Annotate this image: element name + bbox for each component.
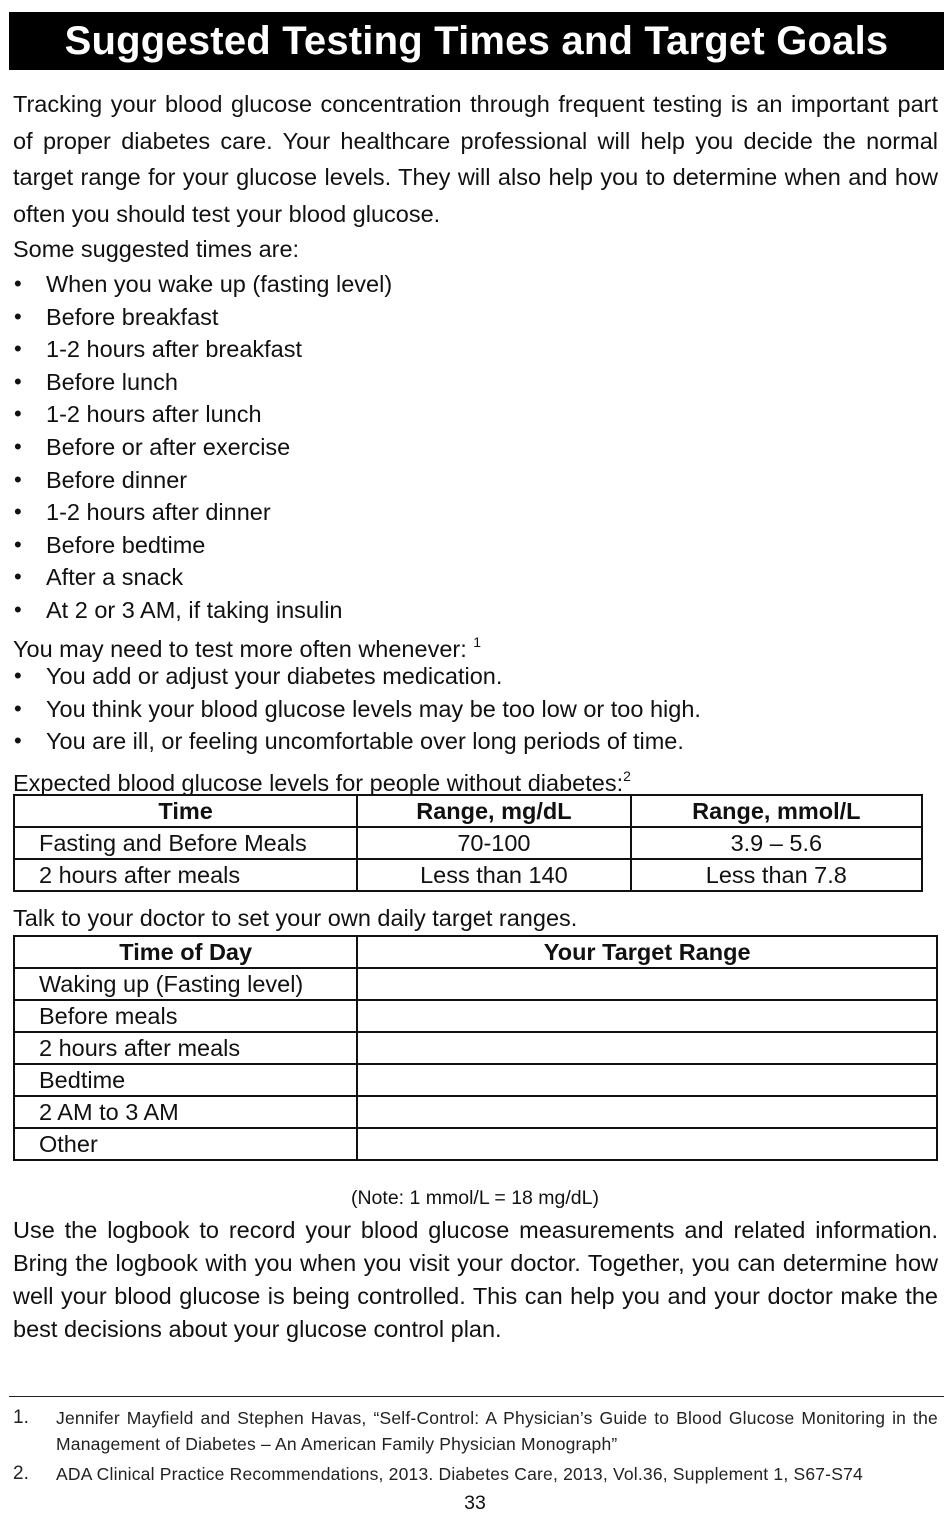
table-header-row	[14, 795, 922, 827]
closing-paragraph: Use the logbook to record your blood glucose measurements and related information. Bring the logbook with you when you visit your doctor. Together, you can determine how well your blood glucose is being controlled. This can help you and your doctor make the best decisions about your glucose control plan.	[13, 1217, 938, 1342]
column-header: Range, mg/dL	[357, 795, 630, 827]
list-item: • You think your blood glucose levels may be too low or too high.	[13, 693, 701, 726]
list-item: • Before breakfast	[13, 301, 392, 334]
table-cell: Waking up (Fasting level)	[14, 968, 357, 1000]
table-row	[14, 1032, 937, 1064]
list-item: • When you wake up (fasting level)	[13, 268, 392, 301]
list-item: • 1-2 hours after lunch	[13, 398, 392, 431]
bullet-icon: •	[14, 695, 22, 721]
table-cell: Other	[14, 1128, 357, 1160]
table-cell: Before meals	[14, 1000, 357, 1032]
list-item: • After a snack	[13, 561, 392, 594]
unit-conversion-note: (Note: 1 mmol/L = 18 mg/dL)	[350, 1187, 599, 1209]
target-range-field[interactable]	[357, 1128, 937, 1160]
footnote-divider	[9, 1396, 944, 1397]
column-header: Time	[14, 795, 357, 827]
bullet-icon: •	[14, 303, 22, 329]
list-item: • Before bedtime	[13, 529, 392, 562]
table-cell: 2 hours after meals	[14, 859, 357, 891]
bullet-icon: •	[14, 336, 22, 362]
table-row	[14, 827, 922, 859]
table-row	[14, 1096, 937, 1128]
bullet-icon: •	[14, 433, 22, 459]
table-row	[14, 968, 937, 1000]
footnote-ref: 1	[473, 634, 482, 650]
target-range-field[interactable]	[357, 1000, 937, 1032]
bullet-icon: •	[14, 466, 22, 492]
footnote-text: Jennifer Mayfield and Stephen Havas, “Self-Control: A Physician’s Guide to Blood Glucose Monitoring in the Management of Diabetes – An American Family Physician Monograph”	[56, 1408, 938, 1454]
column-header: Your Target Range	[357, 936, 937, 968]
bullet-icon: •	[14, 368, 22, 394]
target-range-table	[13, 935, 938, 1161]
column-header: Time of Day	[14, 936, 357, 968]
bullet-icon: •	[14, 596, 22, 622]
table-cell: Less than 140	[357, 859, 630, 891]
page-title: Suggested Testing Times and Target Goals	[9, 12, 944, 70]
bullet-icon: •	[14, 401, 22, 427]
footnote-number: 1.	[13, 1407, 29, 1428]
table-cell: Bedtime	[14, 1064, 357, 1096]
page-number: 33	[464, 1492, 486, 1514]
expected-levels-heading: Expected blood glucose levels for people without diabetes:$^2$	[13, 768, 631, 796]
column-header: Range, mmol/L	[631, 795, 922, 827]
table-header-row	[14, 936, 937, 968]
table-cell: Fasting and Before Meals	[14, 827, 357, 859]
list-item: • 1-2 hours after breakfast	[13, 333, 392, 366]
table-row	[14, 1064, 937, 1096]
footnote-text: ADA Clinical Practice Recommendations, 2013. Diabetes Care, 2013, Vol.36, Supplement 1, S67-S74	[56, 1464, 863, 1484]
bullet-icon: •	[14, 531, 22, 557]
more-often-heading: You may need to test more often whenever: $^1$	[13, 634, 482, 662]
table-row	[14, 859, 922, 891]
list-item: • 1-2 hours after dinner	[13, 496, 392, 529]
table-cell: 2 hours after meals	[14, 1032, 357, 1064]
list-item: • You add or adjust your diabetes medication.	[13, 660, 701, 693]
table-cell: 3.9 – 5.6	[631, 827, 922, 859]
footnote-ref: 2	[623, 768, 631, 784]
footnote-1	[13, 1405, 938, 1457]
target-range-field[interactable]	[357, 968, 937, 1000]
bullet-icon: •	[14, 663, 22, 688]
table-cell: 2 AM to 3 AM	[14, 1096, 357, 1128]
bullet-icon: •	[14, 499, 22, 525]
suggested-times-list	[13, 268, 392, 627]
table-cell: Less than 7.8	[631, 859, 922, 891]
intro-paragraph: Tracking your blood glucose concentration through frequent testing is an important part of proper diabetes care. Your healthcare professional will help you decide the normal target range for your glucose levels. They will also help you to determine when and how often you should test your blood glucose.	[13, 91, 938, 227]
list-item: • At 2 or 3 AM, if taking insulin	[13, 594, 392, 627]
more-often-list	[13, 660, 701, 758]
table-row	[14, 1000, 937, 1032]
footnote-number: 2.	[13, 1463, 29, 1484]
table-row	[14, 1128, 937, 1160]
list-item: • Before dinner	[13, 464, 392, 497]
target-range-field[interactable]	[357, 1064, 937, 1096]
bullet-icon: •	[14, 728, 22, 754]
list-item: • You are ill, or feeling uncomfortable over long periods of time.	[13, 725, 701, 758]
list-item: • Before lunch	[13, 366, 392, 399]
bullet-icon: •	[14, 564, 22, 590]
target-range-field[interactable]	[357, 1096, 937, 1128]
list-item: • Before or after exercise	[13, 431, 392, 464]
target-range-field[interactable]	[357, 1032, 937, 1064]
bullet-icon: •	[14, 271, 22, 296]
target-range-instruction: Talk to your doctor to set your own daily target ranges.	[13, 905, 578, 931]
expected-levels-table	[13, 794, 923, 892]
footnote-2	[13, 1461, 938, 1487]
table-cell: 70-100	[357, 827, 630, 859]
suggested-times-heading: Some suggested times are:	[13, 236, 300, 262]
